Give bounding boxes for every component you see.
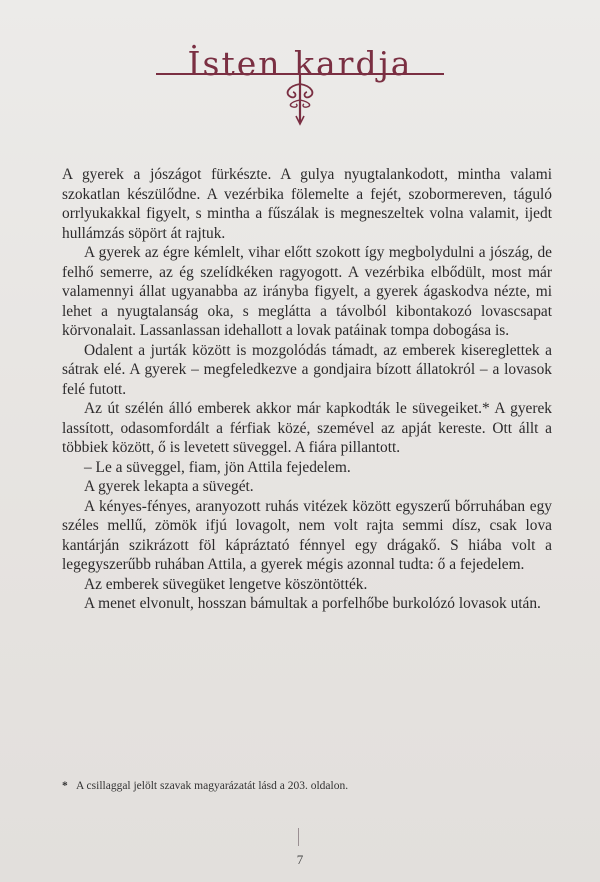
footnote — [62, 780, 542, 792]
sword-flourish-icon — [0, 66, 600, 126]
paragraph: Odalent a jurták között is mozgolódás támadt, az emberek kisereglettek a sátrak elé. A gyerek – megfeledkezve a gondjaira bízott állatokról – a lovasok felé futott. — [62, 341, 552, 398]
paragraph: A gyerek a jószágot fürkészte. A gulya nyugtalankodott, mintha valami szokatlan készülődne. A vezérbika fölemelte a fejét, szobormereven, táguló orrlyukakkal figyelt, s mintha a fűszálak is megneszeltek volna valamit, ijedt hullámzás söpört át rajtuk. — [62, 166, 552, 242]
paragraph: A gyerek lekapta a süvegét. — [84, 478, 254, 495]
folio-divider — [298, 828, 299, 846]
dialogue-line: – Le a süveggel, fiam, jön Attila fejedelem. — [84, 458, 351, 476]
footnote-mark: * — [62, 780, 68, 792]
chapter-body — [62, 165, 552, 614]
page-number: 7 — [296, 852, 304, 867]
paragraph: A gyerek az égre kémlelt, vihar előtt szokott így megbolydulni a jószág, de felhő semerre, az ég szelídkéken ragyogott. A vezérbika elbődült, most már valamennyi állat ugyanabba az irányba figyelt, a gyerek ágaskodva nézte, mi lehet a nyugtalanság oka, s meglátta a távolból kibontakozó lovascsapat körvonalait. Lassanlassan idehallott a lovak patáinak tompa dobogása is. — [62, 244, 552, 339]
paragraph: A menet elvonult, hosszan bámultak a porfelhőbe burkolózó lovasok után. — [84, 595, 541, 612]
paragraph: A kényes-fényes, aranyozott ruhás vitézek között egyszerű bőrruhában egy széles mellű, zömök ifjú lovagolt, nem volt rajta semmi dísz, csak lova kantárján szikrázott föl kápráztató fénnyel egy drágakő. S hiába volt a legegyszerűbb ruhában Attila, a gyerek mégis azonnal tudta: ő a fejedelem. — [62, 497, 552, 573]
paragraph: Az emberek süvegüket lengetve köszöntötték. — [84, 575, 368, 593]
footnote-text: A csillaggal jelölt szavak magyarázatát lásd a 203. oldalon. — [76, 780, 349, 792]
chapter-title: İsten kardja — [187, 44, 413, 84]
paragraph: Az út szélén álló emberek akkor már kapkodták le süvegeiket.* A gyerek lassított, odasomfordált a férfiak közé, szemével az apját kereste. Ott állt a többiek között, ő is levetett süveggel. A fiára pillantott. — [62, 400, 552, 456]
